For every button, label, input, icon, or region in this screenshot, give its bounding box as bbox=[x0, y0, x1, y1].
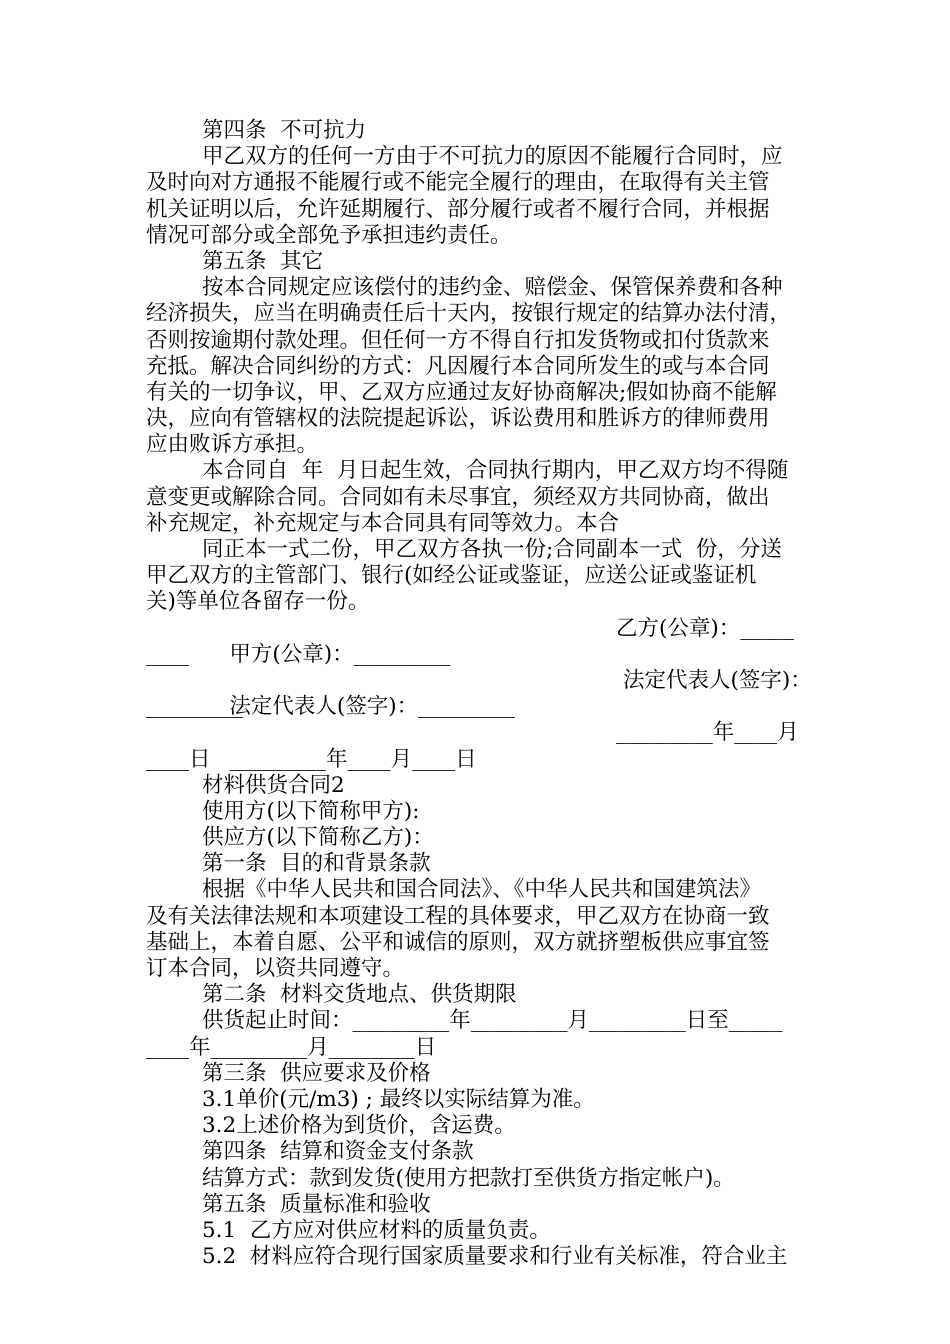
party-a-line: 使用方(以下简称甲方): bbox=[202, 798, 420, 824]
paragraph-line: 同正本一式二份，甲乙双方各执一份;合同副本一式 份，分送 bbox=[202, 537, 782, 562]
article-2-heading: 第二条 材料交货地点、供货期限 bbox=[202, 982, 517, 1008]
contract-2-title: 材料供货合同2 bbox=[202, 772, 345, 798]
paragraph-line: 及有关法律法规和本项建设工程的具体要求，甲乙双方在协商一致 bbox=[146, 903, 770, 929]
paragraph-line: 本合同自 年 月日起生效，合同执行期内，甲乙双方均不得随 bbox=[202, 458, 789, 484]
party-b-seal-field: 乙方(公章)：_____ bbox=[616, 615, 795, 641]
paragraph-line: 根据《中华人民共和国合同法》、《中华人民共和国建筑法》 bbox=[202, 877, 762, 903]
settlement-method-line: 结算方式：款到发货(使用方把款打至供货方指定帐户)。 bbox=[202, 1165, 735, 1191]
article-3-heading: 第三条 供应要求及价格 bbox=[202, 1060, 431, 1086]
supply-period-line: 供货起止时间：_________年_________月_________日至_____ bbox=[202, 1008, 783, 1034]
supply-period-continuation: ____年_________月________日 bbox=[146, 1034, 437, 1060]
date-row-continuation: ____日 bbox=[146, 746, 211, 772]
party-b-representative-field: 法定代表人(签字)： bbox=[623, 667, 812, 693]
representative-row bbox=[146, 667, 812, 720]
clause-5-1: 5.1 乙方应对供应材料的质量负责。 bbox=[202, 1217, 551, 1243]
paragraph-line: 否则按逾期付款处理。但任何一方不得自行扣发货物或扣付货款来 bbox=[146, 327, 770, 353]
paragraph-line: 甲乙双方的主管部门、银行(如经公证或鉴证，应送公证或鉴证机 bbox=[146, 563, 757, 589]
party-b-line: 供应方(以下简称乙方)： bbox=[202, 825, 434, 851]
paragraph-line: 基础上，本着自愿、公平和诚信的原则，双方就挤塑板供应事宜签 bbox=[146, 929, 770, 955]
document-page bbox=[146, 118, 810, 1270]
representative-row-continuation: _________ bbox=[146, 694, 243, 720]
paragraph-line: 意变更或解除合同。合同如有未尽事宜，须经双方共同协商，做出 bbox=[146, 484, 770, 510]
paragraph-line: 应由败诉方承担。 bbox=[146, 432, 319, 458]
party-a-seal-field: 甲方(公章)：_________ bbox=[229, 641, 451, 667]
seal-row-continuation: ____ bbox=[146, 641, 189, 667]
clause-5-2: 5.2 材料应符合现行国家质量要求和行业有关标准，符合业主 bbox=[202, 1244, 788, 1270]
article-5-quality-heading: 第五条 质量标准和验收 bbox=[202, 1191, 431, 1217]
paragraph-line: 及时向对方通报不能履行或不能完全履行的理由，在取得有关主管 bbox=[146, 170, 770, 196]
paragraph-line: 甲乙双方的任何一方由于不可抗力的原因不能履行合同时，应 bbox=[202, 144, 783, 170]
paragraph-line: 决，应向有管辖权的法院提起诉讼，诉讼费用和胜诉方的律师费用 bbox=[146, 406, 770, 432]
party-a-date-field: _________年____月____日 bbox=[229, 746, 477, 772]
article-1-heading: 第一条 目的和背景条款 bbox=[202, 851, 431, 877]
paragraph-line: 关)等单位各留存一份。 bbox=[146, 589, 370, 615]
seal-row bbox=[146, 615, 810, 667]
article-5-heading: 第五条 其它 bbox=[202, 248, 324, 274]
paragraph-line: 机关证明以后，允许延期履行、部分履行或者不履行合同，并根据 bbox=[146, 196, 770, 222]
clause-3-2: 3.2上述价格为到货价，含运费。 bbox=[202, 1113, 516, 1139]
article-4-settlement-heading: 第四条 结算和资金支付条款 bbox=[202, 1139, 474, 1165]
paragraph-line: 经济损失，应当在明确责任后十天内，按银行规定的结算办法付清， bbox=[146, 301, 792, 327]
party-b-date-field: _________年____月 bbox=[616, 720, 799, 746]
paragraph-line: 按本合同规定应该偿付的违约金、赔偿金、保管保养费和各种 bbox=[202, 275, 783, 301]
paragraph-line: 有关的一切争议，甲、乙双方应通过友好协商解决;假如协商不能解 bbox=[146, 379, 777, 405]
party-a-representative-field: 法定代表人(签字)：_________ bbox=[229, 694, 515, 720]
article-4-heading: 第四条 不可抗力 bbox=[202, 118, 367, 143]
paragraph-line: 情况可部分或全部免予承担违约责任。 bbox=[146, 222, 512, 248]
paragraph-line: 充抵。解决合同纠纷的方式：凡因履行本合同所发生的或与本合同 bbox=[146, 353, 770, 379]
date-row bbox=[146, 720, 810, 772]
paragraph-line: 订本合同，以资共同遵守。 bbox=[146, 956, 405, 981]
clause-3-1: 3.1单价(元/m3) ; 最终以实际结算为准。 bbox=[202, 1086, 595, 1112]
paragraph-line: 补充规定，补充规定与本合同具有同等效力。本合 bbox=[146, 510, 620, 536]
